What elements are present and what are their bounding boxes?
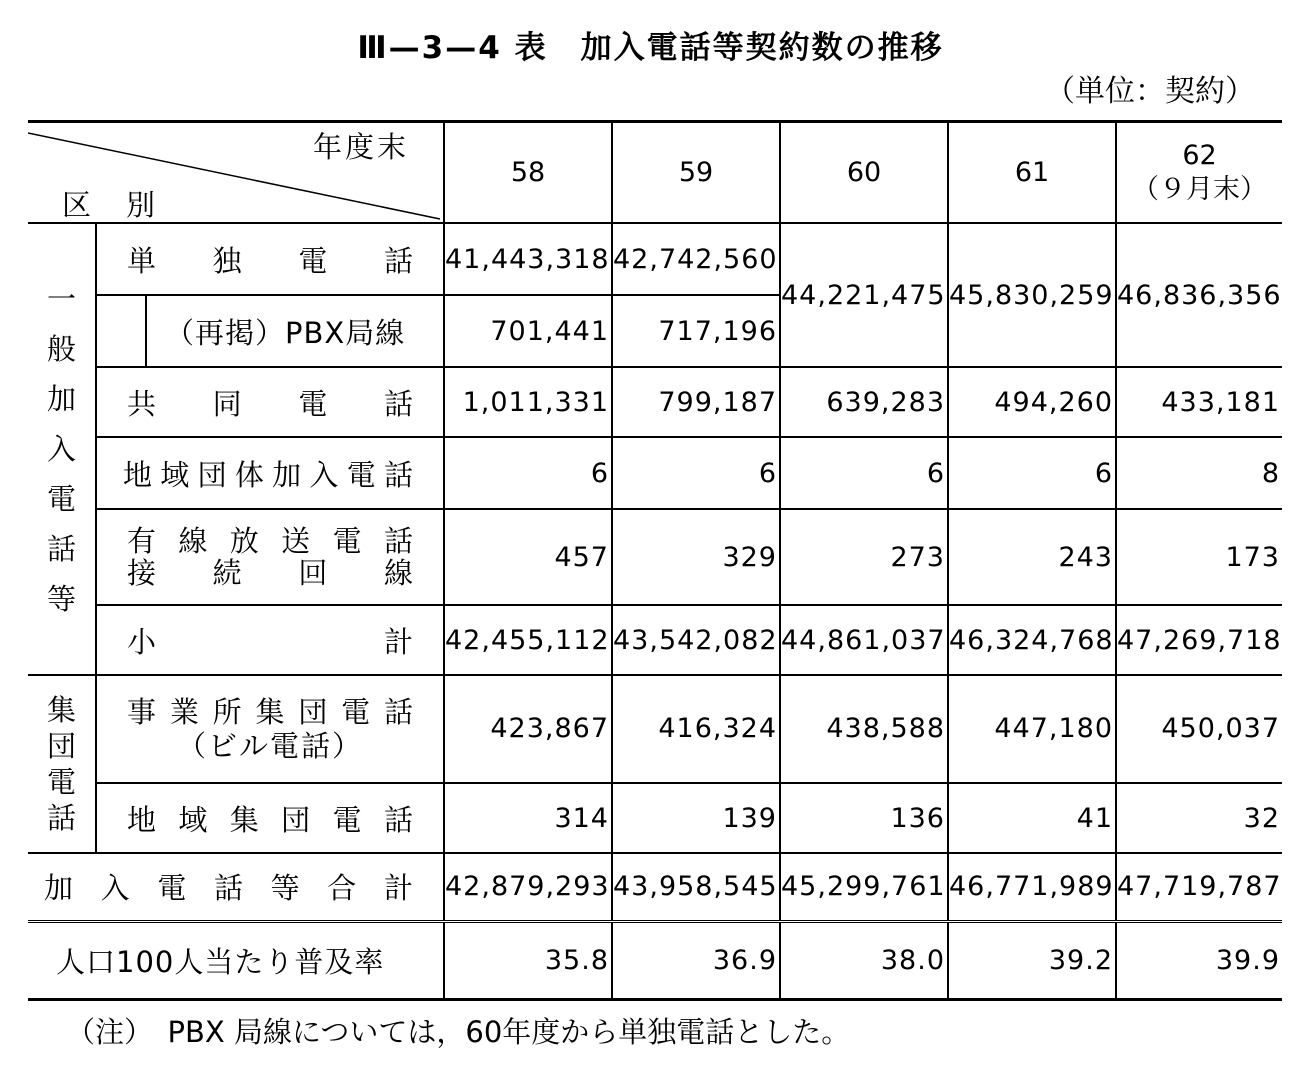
label-char: 電 [157,871,191,906]
label-char: 事 [127,694,161,729]
label-char: 線 [178,524,212,558]
cell: 6 [780,437,948,509]
cell: 6 [612,437,780,509]
cell: 42,742,560 [612,223,780,295]
row-label-text: （ビル電話） [176,728,363,763]
spread-label [28,866,443,907]
cell: 45,830,259 [948,223,1116,367]
cell: 41 [948,783,1116,853]
cell: 423,867 [444,675,612,783]
row-label-tandoku [96,223,444,295]
spread-label [97,239,443,280]
label-char: 域 [160,457,194,492]
label-char: 加 [44,871,78,906]
cell: 701,441 [444,295,612,367]
label-char: 加 [272,457,306,492]
row-label-shokei [96,605,444,675]
cell: 45,299,761 [780,853,948,921]
cell: 39.9 [1116,921,1282,999]
group-char: 話 [46,532,76,566]
label-char: 団 [197,457,231,492]
cell: 41,443,318 [444,223,612,295]
year-header: 62 [1182,139,1217,171]
cell: 799,187 [612,367,780,437]
label-char: 単 [127,243,161,278]
label-char: 話 [383,694,417,729]
label-char: 業 [169,694,203,729]
group-char: 般 [46,332,76,366]
cell: 42,455,112 [444,605,612,675]
group-char: 集 [46,693,76,727]
row-label-kyodo [96,367,444,437]
cell: 494,260 [948,367,1116,437]
group-char: 一 [46,282,76,316]
row-label-chiiki-shudan [96,783,444,853]
group-char: 入 [46,432,76,466]
group-general-label [28,223,96,675]
label-char: 域 [178,802,212,837]
cell: 46,771,989 [948,853,1116,921]
label-char: 地 [127,802,161,837]
label-char: 電 [298,386,332,421]
label-char: 放 [229,524,263,558]
cell: 44,861,037 [780,605,948,675]
cell: 717,196 [612,295,780,367]
label-char: 話 [383,457,417,492]
spread-label [97,557,443,589]
label-char: 等 [270,871,304,906]
cell: 450,037 [1116,675,1282,783]
cell: 273 [780,509,948,605]
corner-top-label: 年度末 [312,130,409,164]
year-header-sub: （９月末） [1132,173,1267,205]
year-header: 59 [612,123,780,223]
label-char: 計 [383,871,417,906]
row-label-jigyosho [96,675,444,783]
row-label-total [28,853,444,921]
corner-header [28,123,444,223]
corner-bottom-label: 区 別 [62,188,159,222]
cell: 44,221,475 [780,223,948,367]
cell: 139 [612,783,780,853]
row-label-penetration: 人口100人当たり普及率 [28,921,444,999]
label-char: 電 [298,243,332,278]
cell: 35.8 [444,921,612,999]
cell: 416,324 [612,675,780,783]
label-char: 電 [346,457,380,492]
cell: 46,836,356 [1116,223,1282,367]
spread-label [97,382,443,423]
row-label-yusen [96,509,444,605]
cell: 433,181 [1116,367,1282,437]
cell: 438,588 [780,675,948,783]
label-char: 団 [281,802,315,837]
row-label-text: 小 [127,624,161,659]
cell: 32 [1116,783,1282,853]
spread-label [97,453,443,494]
year-header: 58 [444,123,612,223]
label-char: 続 [212,556,246,590]
label-char: 入 [100,871,134,906]
label-char: 話 [213,871,247,906]
group-char: 等 [46,582,76,616]
label-char: 共 [127,386,161,421]
label-char: 話 [383,802,417,837]
cell: 136 [780,783,948,853]
unit-label: （単位：契約） [1045,74,1255,109]
cell: 6 [444,437,612,509]
label-char: 接 [127,556,161,590]
cell: 43,542,082 [612,605,780,675]
cell: 1,011,331 [444,367,612,437]
label-char: 入 [309,457,343,492]
group-char: 電 [46,482,76,516]
label-char: 合 [327,871,361,906]
label-char: 回 [298,556,332,590]
label-char: 有 [127,524,161,558]
label-char: 話 [383,386,417,421]
label-char: 団 [298,694,332,729]
cell: 39.2 [948,921,1116,999]
group-char: 電 [46,765,76,799]
cell: 47,269,718 [1116,605,1282,675]
cell: 8 [1116,437,1282,509]
cell: 243 [948,509,1116,605]
label-char: 送 [281,524,315,558]
group-char: 加 [46,382,76,416]
label-char: 集 [255,694,289,729]
label-char: 電 [341,694,375,729]
row-label-pbx [96,295,444,367]
group-char: 話 [46,801,76,835]
label-char: 話 [383,243,417,278]
spread-label [97,620,443,661]
label-char: 同 [212,386,246,421]
label-char: 電 [332,802,366,837]
cell: 43,958,545 [612,853,780,921]
footnote: （注） PBX 局線については，60年度から単独電話とした。 [66,1015,851,1049]
group-phone-label [28,675,96,853]
row-label-text: （再掲）PBX局線 [145,296,443,366]
cell: 42,879,293 [444,853,612,921]
label-char: 所 [212,694,246,729]
label-char: 体 [234,457,268,492]
cell: 447,180 [948,675,1116,783]
label-char: 地 [123,457,157,492]
cell: 639,283 [780,367,948,437]
cell: 38.0 [780,921,948,999]
year-header-62 [1116,123,1282,223]
label-char: 線 [383,556,417,590]
cell: 314 [444,783,612,853]
spread-label [97,525,443,557]
label-char: 話 [383,524,417,558]
spread-label [97,798,443,839]
cell: 46,324,768 [948,605,1116,675]
table-title: Ⅲ—3—4 表 加入電話等契約数の推移 [357,30,944,66]
year-header: 60 [780,123,948,223]
row-label-text: 計 [383,624,417,659]
label-char: 集 [229,802,263,837]
row-label-chiiki-dantai [96,437,444,509]
cell: 47,719,787 [1116,853,1282,921]
spread-label [97,695,443,729]
cell: 36.9 [612,921,780,999]
label-char: 独 [212,243,246,278]
label-char: 電 [332,524,366,558]
cell: 457 [444,509,612,605]
cell: 329 [612,509,780,605]
year-header: 61 [948,123,1116,223]
cell: 6 [948,437,1116,509]
data-table [28,120,1282,1001]
cell: 173 [1116,509,1282,605]
group-char: 団 [46,729,76,763]
